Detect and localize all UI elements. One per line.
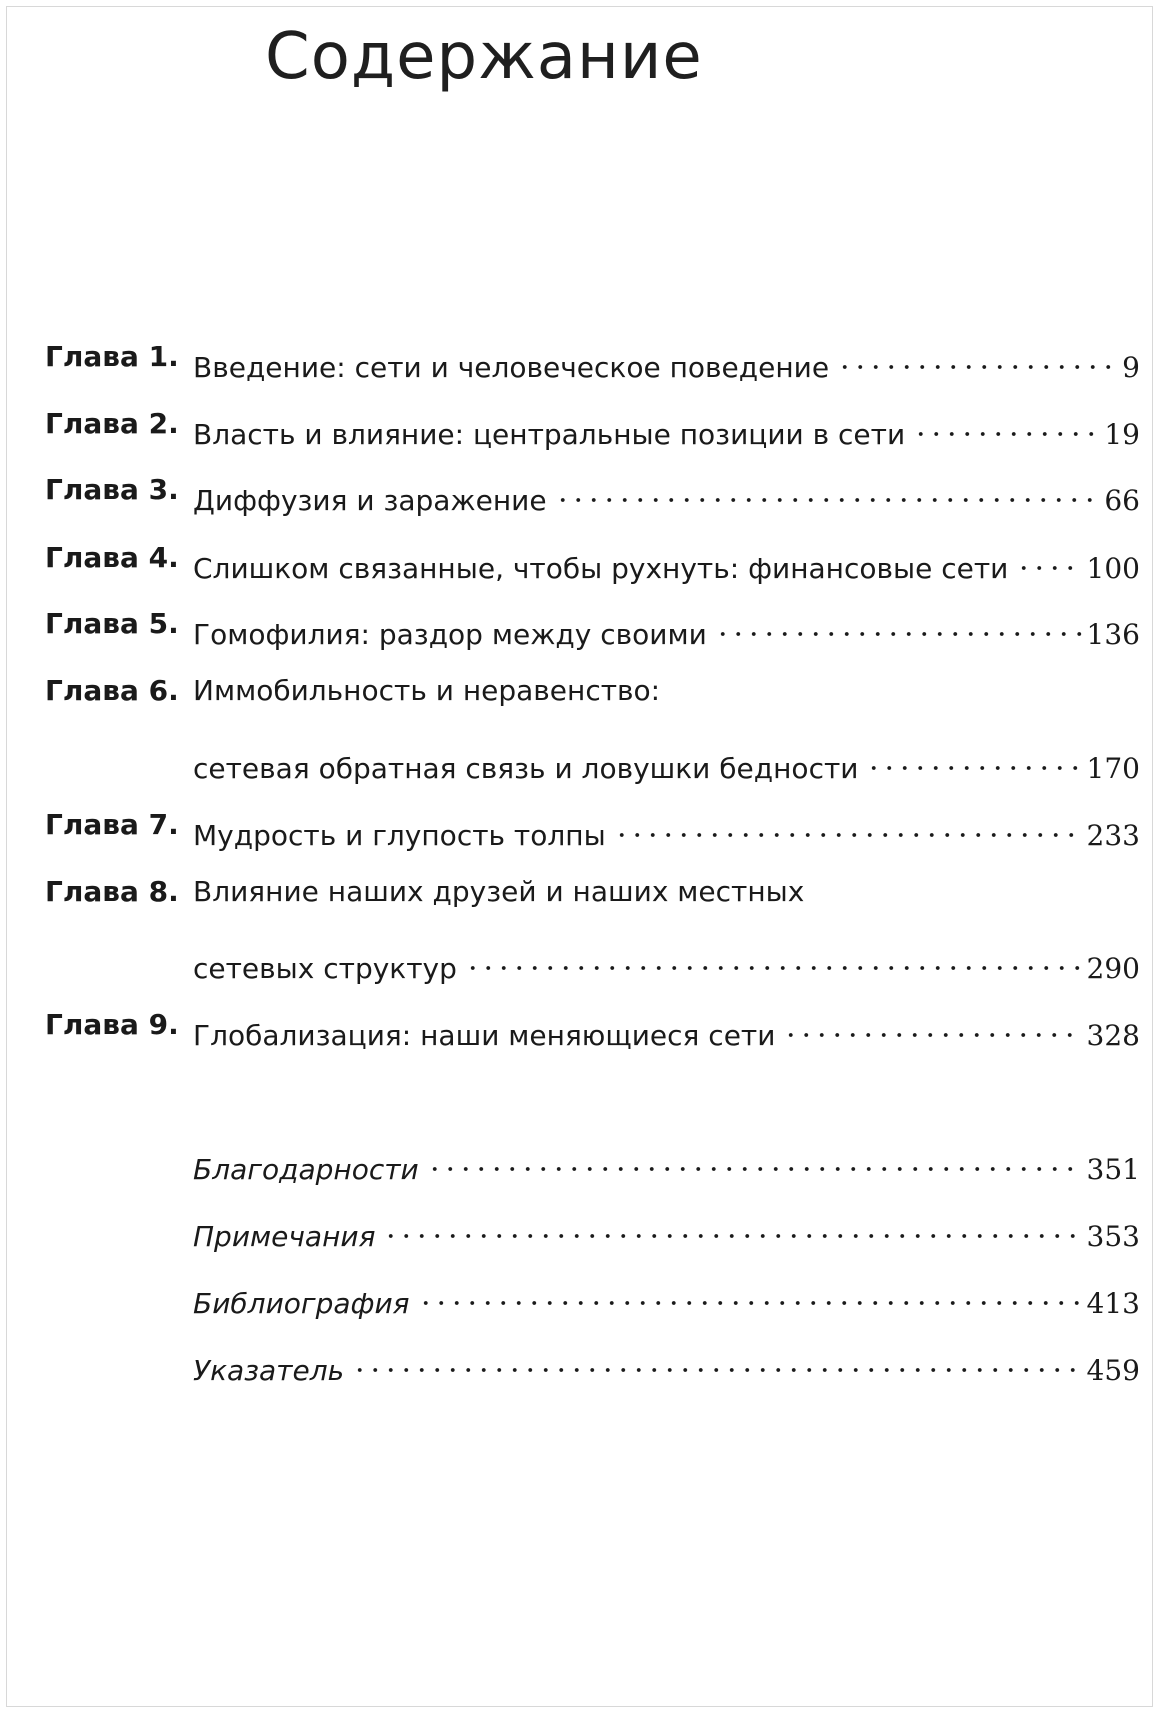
dot-leader <box>555 470 1101 510</box>
toc-entry-chapter-3[interactable] <box>7 470 1152 517</box>
toc-page <box>6 6 1153 1707</box>
chapter-title-line-1: Влияние наших друзей и наших местных <box>193 875 805 908</box>
toc-entry-acknowledgements[interactable] <box>7 1139 1152 1186</box>
dot-leader <box>913 404 1100 444</box>
toc-line <box>193 538 1140 585</box>
page-number: 100 <box>1086 552 1140 585</box>
page-number: 459 <box>1086 1354 1140 1387</box>
toc-entry-index[interactable] <box>7 1340 1152 1387</box>
chapter-label: Глава 4. <box>45 541 179 574</box>
page-number: 136 <box>1086 618 1140 651</box>
toc-line <box>193 470 1140 517</box>
chapter-label: Глава 5. <box>45 607 179 640</box>
toc-line <box>193 1273 1140 1320</box>
toc-line <box>193 337 1140 384</box>
page-number: 413 <box>1086 1287 1140 1320</box>
chapter-title: Мудрость и глупость толпы <box>193 819 606 852</box>
toc-line <box>193 1340 1140 1387</box>
toc-entry-chapter-8-continued[interactable] <box>7 938 1152 985</box>
chapter-label: Глава 7. <box>45 808 179 841</box>
chapter-title-line-1: Иммобильность и неравенство: <box>193 674 661 707</box>
chapter-title: Введение: сети и человеческое поведение <box>193 351 830 384</box>
chapter-title: Слишком связанные, чтобы рухнуть: финансовые сети <box>193 552 1009 585</box>
toc-entry-chapter-9[interactable] <box>7 1005 1152 1052</box>
toc-entry-chapter-1[interactable] <box>7 337 1152 384</box>
toc-line <box>193 604 1140 651</box>
chapter-label: Глава 3. <box>45 473 179 506</box>
dot-leader <box>1016 538 1082 578</box>
toc-entry-chapter-2[interactable] <box>7 404 1152 451</box>
page-title: Содержание <box>265 20 703 94</box>
dot-leader <box>418 1273 1083 1313</box>
chapter-title: Гомофилия: раздор между своими <box>193 618 707 651</box>
dot-leader <box>352 1340 1082 1380</box>
section-title: Примечания <box>193 1220 376 1253</box>
chapter-label: Глава 9. <box>45 1008 179 1041</box>
toc-line <box>193 404 1140 451</box>
page-number: 233 <box>1086 819 1140 852</box>
section-title: Указатель <box>193 1354 345 1387</box>
toc-entry-chapter-4[interactable] <box>7 538 1152 585</box>
toc-line <box>193 1139 1140 1186</box>
page-number: 66 <box>1104 484 1140 517</box>
toc-line <box>193 738 1140 785</box>
dot-leader <box>614 805 1083 845</box>
chapter-title: сетевая обратная связь и ловушки бедности <box>193 752 859 785</box>
chapter-label: Глава 2. <box>45 407 179 440</box>
dot-leader <box>465 938 1083 978</box>
dot-leader <box>383 1206 1082 1246</box>
chapter-title: Диффузия и заражение <box>193 484 547 517</box>
page-number: 170 <box>1086 752 1140 785</box>
page-number: 290 <box>1086 952 1140 985</box>
toc-line <box>193 938 1140 985</box>
page-number: 353 <box>1086 1220 1140 1253</box>
dot-leader <box>715 604 1083 644</box>
dot-leader <box>427 1139 1083 1179</box>
chapter-label: Глава 8. <box>45 875 179 908</box>
toc-line <box>193 1005 1140 1052</box>
chapter-title: Глобализация: наши меняющиеся сети <box>193 1019 776 1052</box>
toc-entry-chapter-8[interactable] <box>7 872 1152 912</box>
toc-entry-chapter-6[interactable] <box>7 671 1152 711</box>
page-number: 351 <box>1086 1153 1140 1186</box>
toc-entry-chapter-6-continued[interactable] <box>7 738 1152 785</box>
dot-leader <box>783 1005 1082 1045</box>
toc-entry-bibliography[interactable] <box>7 1273 1152 1320</box>
dot-leader <box>837 337 1118 377</box>
toc-entry-chapter-7[interactable] <box>7 805 1152 852</box>
page-number: 19 <box>1104 418 1140 451</box>
chapter-title: Власть и влияние: центральные позиции в сети <box>193 418 906 451</box>
chapter-label: Глава 6. <box>45 674 179 707</box>
page-number: 328 <box>1086 1019 1140 1052</box>
chapter-label: Глава 1. <box>45 340 179 373</box>
chapter-title: сетевых структур <box>193 952 457 985</box>
toc-line <box>193 805 1140 852</box>
toc-entry-notes[interactable] <box>7 1206 1152 1253</box>
toc-entry-chapter-5[interactable] <box>7 604 1152 651</box>
dot-leader <box>866 738 1082 778</box>
section-title: Благодарности <box>193 1153 419 1186</box>
toc-line <box>193 1206 1140 1253</box>
section-title: Библиография <box>193 1287 410 1320</box>
page-number: 9 <box>1122 351 1140 384</box>
